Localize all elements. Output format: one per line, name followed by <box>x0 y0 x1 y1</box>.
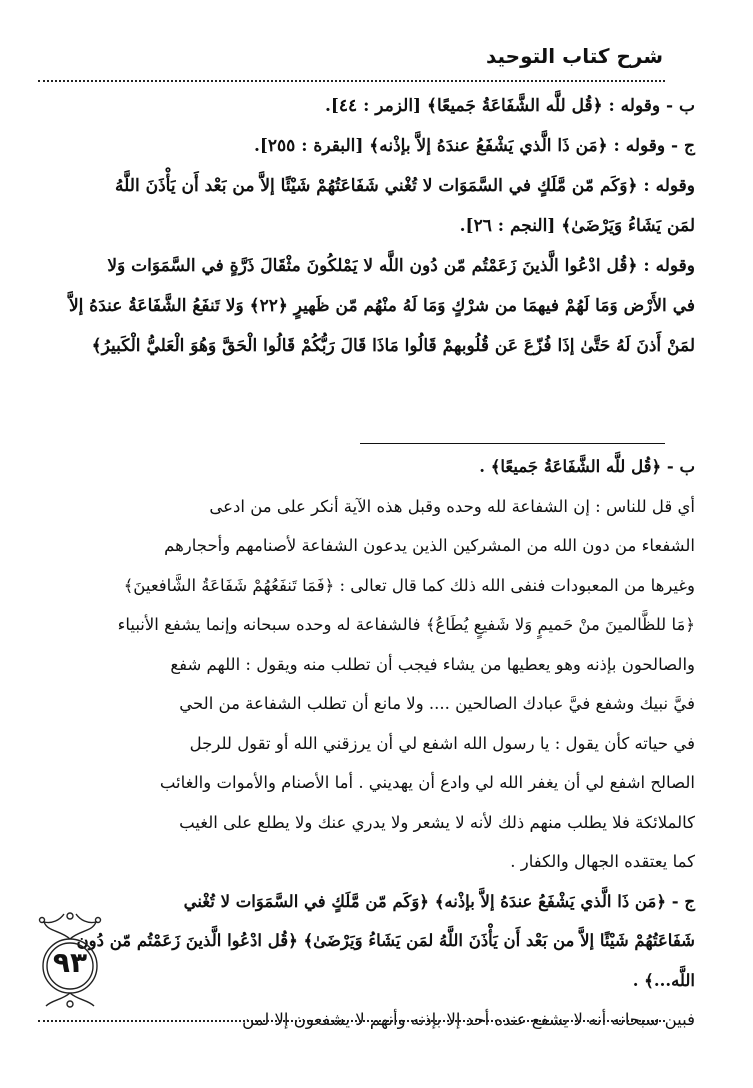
commentary-line: شَفَاعَتُهُمْ شَيْئًا إلاَّ من بَعْد أَن يَأْذَنَ اللَّهُ لمَن يَشَاءُ وَيَرْضَىٰ﴾ ﴿قُل ادْعُوا الَّذينَ زَعَمْتُم مّن دُون <box>76 931 695 950</box>
commentary-line: الصالح اشفع لي أن يغفر الله لي وادع أن يهديني . أما الأصنام والأموات والغائب <box>159 773 695 792</box>
commentary-line: الشفعاء من دون الله من المشركين الذين يدعون الشفاعة لأصنامهم وأحجارهم <box>164 536 695 555</box>
page-number: ٩٣ <box>52 946 88 979</box>
commentary-block <box>76 447 695 1040</box>
running-title: شرح كتاب التوحيد <box>485 44 663 68</box>
commentary-line: أي قل للناس : إن الشفاعة لله وحده وقبل هذه الآية أنكر على من ادعى <box>209 496 695 516</box>
commentary-line: والصالحون بإذنه وهو يعطيها من يشاء فيجب أن تطلب منه ويقول : اللهم شفع <box>170 654 695 674</box>
footer-rule <box>38 1020 665 1022</box>
commentary-line: كما يعتقده الجهال والكفار . <box>510 852 695 871</box>
verse-line: لمَن يَشَاءُ وَيَرْضَىٰ﴾ [النجم : ٢٦]. <box>459 216 695 236</box>
verse-line: ب - وقوله : ﴿قُل للَّه الشَّفَاعَةُ جَميعًا﴾ [الزمر : ٤٤]. <box>324 96 695 116</box>
header-rule <box>38 80 665 82</box>
commentary-line: فيَّ نبيك وشفع فيَّ عبادك الصالحين .... ولا مانع أن تطلب الشفاعة من الحي <box>179 694 695 713</box>
verses-block <box>68 86 695 366</box>
commentary-line: في حياته كأن يقول : يا رسول الله اشفع لي أن يرزقني الله أو تقول للرجل <box>189 733 695 753</box>
verse-line: في الأَرْض وَمَا لَهُمْ فيهمَا من شرْكٍ وَمَا لَهُ منْهُم مّن ظَهيرٍ ﴿٢٢﴾ وَلا تَنفَعُ الشَّفَاعَةُ عندَهُ إلاَّ <box>68 296 695 316</box>
commentary-line: فبين سبحانه أنه لا يشفع عنده أحد إلا بإذنه وأنهم لا يشفعون إلا لمن <box>242 1010 695 1029</box>
commentary-line: ج - ﴿مَن ذَا الَّذي يَشْفَعُ عندَهُ إلاَّ بإذْنه﴾ ﴿وَكَم مّن مَّلَكٍ في السَّمَوَات لا تُغْني <box>183 891 695 911</box>
commentary-line: ﴿مَا للظَّالمينَ منْ حَميمٍ وَلا شَفيعٍ يُطَاعُ﴾ فالشفاعة له وحده سبحانه وإنما يشفع الأنبياء <box>117 615 695 634</box>
verse-line: وقوله : ﴿قُل ادْعُوا الَّذينَ زَعَمْتُم مّن دُون اللَّه لا يَمْلكُونَ مثْقَالَ ذَرَّةٍ في السَّمَوَات وَلا <box>107 256 695 276</box>
commentary-line: اللَّه...﴾ . <box>632 970 695 990</box>
section-divider <box>360 443 665 444</box>
verse-line: ج - وقوله : ﴿مَن ذَا الَّذي يَشْفَعُ عندَهُ إلاَّ بإذْنه﴾ [البقرة : ٢٥٥]. <box>253 136 695 156</box>
verse-line: وقوله : ﴿وَكَم مّن مَّلَكٍ في السَّمَوَات لا تُغْني شَفَاعَتُهُمْ شَيْئًا إلاَّ من بَعْد أَن يَأْذَنَ اللَّهُ <box>115 176 695 196</box>
commentary-line: وغيرها من المعبودات فنفى الله ذلك كما قال تعالى : ﴿فَمَا تَنفَعُهُمْ شَفَاعَةُ الشَّافعينَ﴾ <box>123 575 695 595</box>
verse-line: لمَنْ أَذنَ لَهُ حَتَّىٰ إذَا فُزّعَ عَن قُلُوبهمْ قَالُوا مَاذَا قَالَ رَبُّكُمْ قَالُوا الْحَقَّ وَهُوَ الْعَليُّ الْكَبيرُ﴾ <box>91 336 695 356</box>
commentary-line: ب - ﴿قُل للَّه الشَّفَاعَةُ جَميعًا﴾ . <box>479 457 695 476</box>
commentary-line: كالملائكة فلا يطلب منهم ذلك لأنه لا يشعر ولا يدري عنك ولا يطلع على الغيب <box>179 812 695 832</box>
